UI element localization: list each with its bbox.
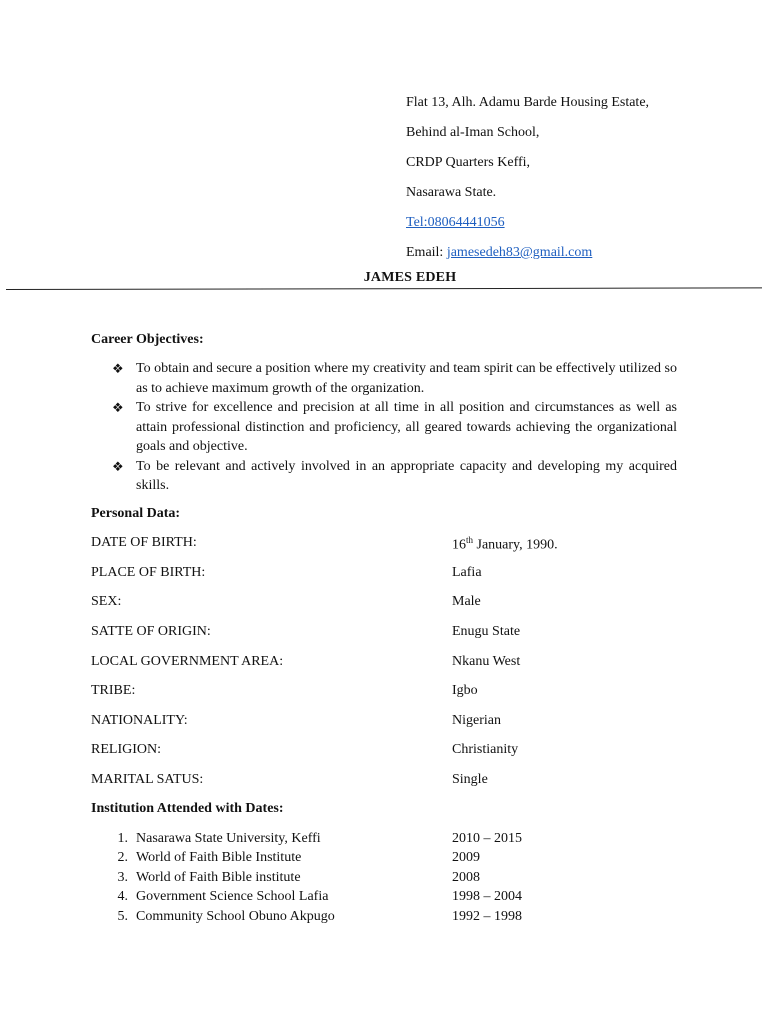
field-label: SATTE OF ORIGIN: [91, 624, 211, 639]
personal-data-row [91, 565, 691, 585]
personal-data-row [91, 713, 691, 733]
personal-data-row [91, 594, 691, 614]
attendance-years: 2009 [452, 850, 480, 865]
list-number: 3. [117, 870, 128, 885]
school-name: World of Faith Bible Institute [136, 850, 302, 865]
institution-row [110, 831, 710, 851]
diamond-bullet-icon: ❖ [112, 458, 124, 474]
objective-item [112, 398, 677, 457]
list-number: 5. [117, 909, 128, 924]
institution-row [110, 850, 710, 870]
institution-row [110, 889, 710, 909]
field-value: Lafia [452, 565, 482, 580]
personal-data-row [91, 624, 691, 644]
field-label: PLACE OF BIRTH: [91, 565, 206, 580]
personal-data-row [91, 683, 691, 703]
objective-text: To obtain and secure a position where my creativity and team spirit can be effectively utilized so as to achieve maximum growth of the organization. [136, 361, 677, 396]
school-name: Government Science School Lafia [136, 889, 329, 904]
email-label: Email: [406, 245, 447, 260]
field-label: TRIBE: [91, 683, 136, 698]
career-objectives-heading: Career Objectives: [91, 332, 204, 347]
objective-text: To strive for excellence and precision at all time in all position and circumstances as well as attain professional distinction and proficiency, all geared towards achieving the organizational goals and objective. [136, 400, 677, 454]
objective-item [112, 359, 677, 398]
school-name: Nasarawa State University, Keffi [136, 831, 321, 846]
email-link[interactable]: jamesedeh83@gmail.com [446, 245, 593, 260]
address-line: CRDP Quarters Keffi, [406, 155, 531, 170]
field-label: SEX: [91, 594, 122, 609]
field-label: LOCAL GOVERNMENT AREA: [91, 654, 284, 669]
field-value: Single [452, 772, 488, 787]
school-name: Community School Obuno Akpugo [136, 909, 335, 924]
institution-row [110, 870, 710, 890]
field-value: Igbo [452, 683, 478, 698]
personal-data-heading: Personal Data: [91, 506, 181, 521]
attendance-years: 1992 – 1998 [452, 909, 522, 924]
attendance-years: 2010 – 2015 [452, 831, 522, 846]
personal-data-row [91, 535, 691, 555]
attendance-years: 2008 [452, 870, 480, 885]
address-line: Nasarawa State. [406, 185, 497, 200]
diamond-bullet-icon: ❖ [112, 361, 124, 376]
personal-data-row [91, 772, 691, 792]
contact-address [406, 93, 649, 273]
phone-line [406, 213, 649, 243]
diamond-bullet-icon: ❖ [112, 400, 124, 415]
field-label: DATE OF BIRTH: [91, 535, 197, 550]
applicant-name: JAMES EDEH [363, 270, 457, 285]
field-value: Enugu State [452, 624, 521, 639]
school-name: World of Faith Bible institute [136, 870, 301, 885]
field-value: Nkanu West [452, 654, 521, 669]
list-number: 2. [117, 850, 128, 865]
field-value: Nigerian [452, 713, 501, 728]
address-line: Behind al-Iman School, [406, 125, 540, 140]
field-label: MARITAL SATUS: [91, 772, 204, 787]
field-value: Male [452, 594, 481, 609]
address-line: Flat 13, Alh. Adamu Barde Housing Estate, [406, 95, 650, 110]
objective-item [112, 457, 677, 496]
list-number: 1. [117, 831, 128, 846]
institutions-heading: Institution Attended with Dates: [91, 801, 284, 816]
email-line [406, 243, 649, 273]
objective-text: To be relevant and actively involved in an appropriate capacity and developing my acquired skills. [136, 458, 677, 493]
institution-row [110, 909, 710, 929]
personal-data-row [91, 742, 691, 762]
personal-data-row [91, 654, 691, 674]
attendance-years: 1998 – 2004 [452, 889, 522, 904]
phone-link[interactable]: Tel:08064441056 [406, 215, 505, 230]
field-value: Christianity [452, 742, 519, 757]
career-objectives-list [112, 359, 677, 496]
header-divider [6, 287, 762, 290]
field-label: NATIONALITY: [91, 713, 188, 728]
field-value: 16th January, 1990. [452, 535, 558, 553]
field-label: RELIGION: [91, 742, 161, 757]
list-number: 4. [117, 889, 128, 904]
